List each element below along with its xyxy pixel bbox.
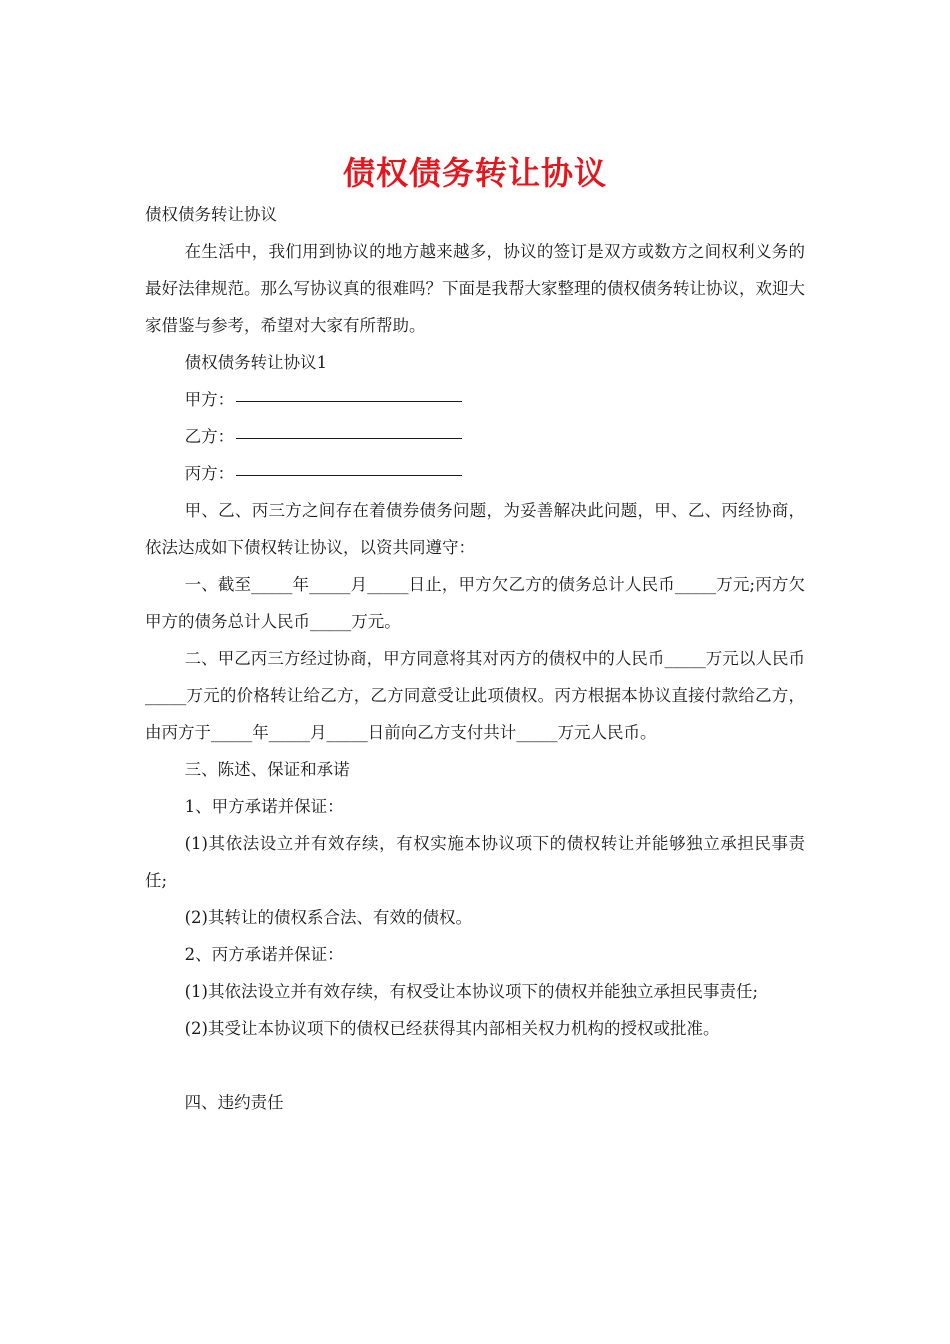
clause-2: 二、甲乙丙三方经过协商，甲方同意将其对丙方的债权中的人民币_____万元以人民币_____万元的价格转让给乙方，乙方同意受让此项债权。丙方根据本协议直接付款给乙方，由丙方于_____年_____月_____日前向乙方支付共计_____万元人民币。 [145,649,805,742]
doc-heading-line: 债权债务转让协议 [145,205,277,224]
party-b-line [145,418,805,455]
party-c-label: 丙方： [184,464,235,483]
clause-3-1-item-2: (2)其转让的债权系合法、有效的债权。 [184,908,472,927]
clause-4-heading: 四、违约责任 [184,1093,284,1112]
document-body [145,196,805,1121]
clause-3-heading: 三、陈述、保证和承诺 [184,760,350,779]
clause-1: 一、截至_____年_____月_____日止，甲方欠乙方的债务总计人民币_____万元;丙方欠甲方的债务总计人民币_____万元。 [145,575,805,631]
clause-3-2-heading: 2、丙方承诺并保证： [184,945,344,964]
agreement-number: 债权债务转让协议1 [184,353,328,372]
document-title: 债权债务转让协议 [342,154,607,192]
clause-3-2-item-2: (2)其受让本协议项下的债权已经获得其内部相关权力机构的授权或批准。 [184,1019,720,1038]
clause-3-1-heading: 1、甲方承诺并保证： [184,797,344,816]
spacer [145,1047,805,1084]
party-c-blank [236,474,462,476]
preamble-paragraph: 甲、乙、丙三方之间存在着债券债务问题，为妥善解决此问题，甲、乙、丙经协商，依法达成如下债权转让协议，以资共同遵守： [145,501,805,557]
party-b-label: 乙方： [184,427,235,446]
party-a-label: 甲方： [184,390,235,409]
clause-3-1-item-1: (1)其依法设立并有效存续，有权实施本协议项下的债权转让并能够独立承担民事责任; [145,834,805,890]
party-c-line [145,455,805,492]
party-a-blank [236,400,462,402]
intro-paragraph: 在生活中，我们用到协议的地方越来越多，协议的签订是双方或数方之间权利义务的最好法律规范。那么写协议真的很难吗？下面是我帮大家整理的债权债务转让协议，欢迎大家借鉴与参考，希望对大家有所帮助。 [145,242,805,335]
party-b-blank [236,437,462,439]
clause-3-2-item-1: (1)其依法设立并有效存续，有权受让本协议项下的债权并能独立承担民事责任; [184,982,759,1001]
party-a-line [145,381,805,418]
